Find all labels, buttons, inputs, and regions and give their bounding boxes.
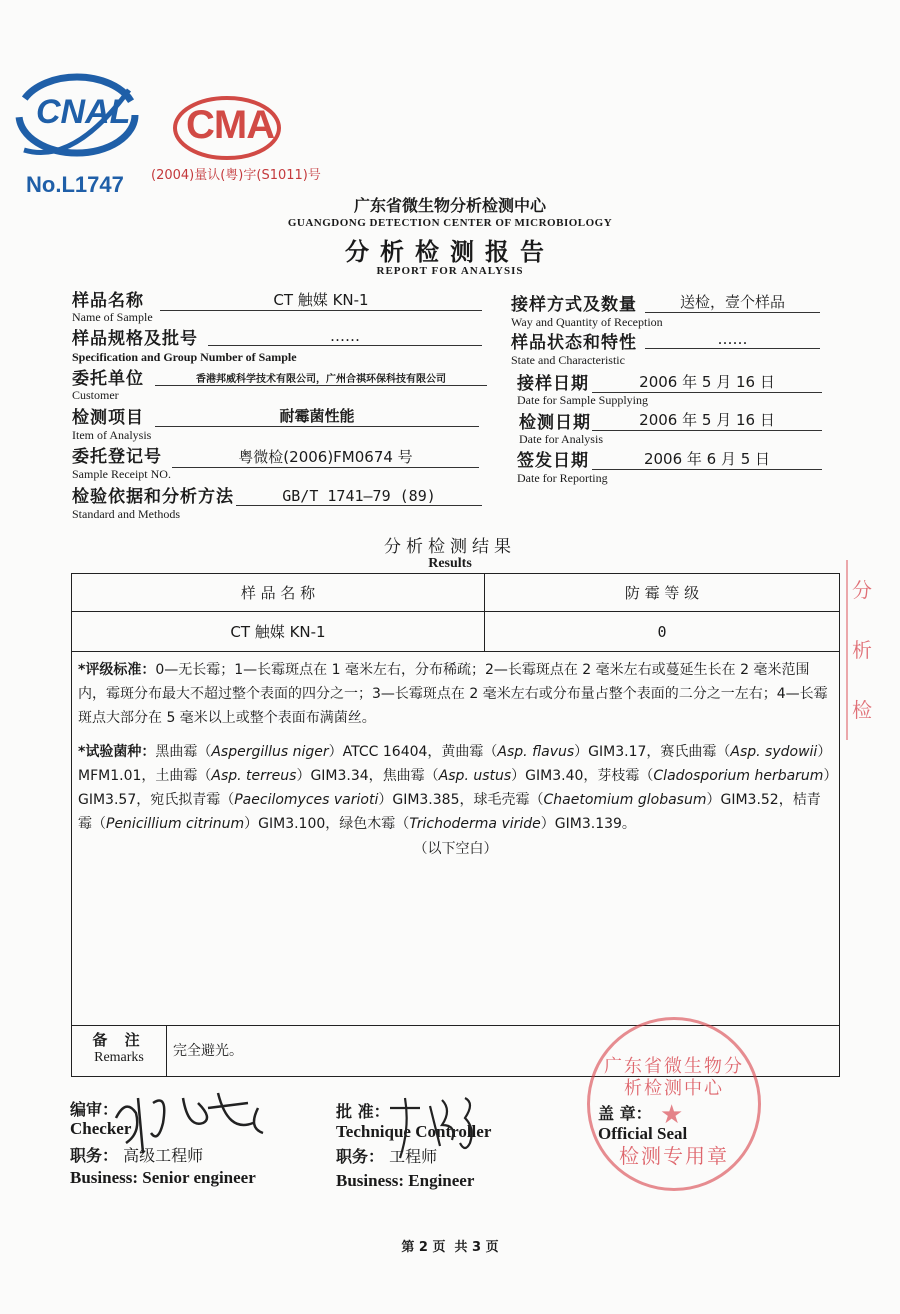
strain-code: ）GIM3.385， xyxy=(378,792,474,808)
cma-cert: (2004)量认(粤)字(S1011)号 xyxy=(151,168,321,183)
checker-business: Business: Senior engineer xyxy=(70,1168,256,1187)
checker-title-value: 高级工程师 xyxy=(123,1146,204,1165)
strain-name-latin: Aspergillus niger xyxy=(211,744,329,760)
receipt-label: 委托登记号 xyxy=(72,447,162,467)
col-header-sample: 样 品 名 称 xyxy=(72,574,485,612)
strain-item xyxy=(155,744,441,760)
strain-name-latin: Penicillium citrinum xyxy=(106,816,245,832)
controller-label-en: Technique Controller xyxy=(336,1122,492,1141)
controller-business: Business: Engineer xyxy=(336,1171,475,1190)
controller-label: 批 准： xyxy=(336,1102,390,1121)
results-title-cn: 分析检测结果 xyxy=(384,537,516,557)
customer-value: 香港邦威科学技术有限公司，广州合祺环保科技有限公司 xyxy=(155,370,487,386)
analysis-date-label: 检测日期 xyxy=(519,413,591,433)
remarks-label-cn: 备 注 xyxy=(92,1031,146,1049)
strain-name-cn: 宛氏拟青霉（ xyxy=(150,792,235,808)
results-table xyxy=(71,573,840,1077)
strain-name-latin: Trichoderma viride xyxy=(409,816,541,832)
side-stamp: 分析检 xyxy=(846,560,874,740)
rating-title: *评级标准： xyxy=(78,662,156,678)
row-sample-name: CT 触媒 KN-1 xyxy=(72,612,485,652)
remarks-label-en: Remarks xyxy=(94,1050,144,1065)
sample-name-label-en: Name of Sample xyxy=(72,310,153,324)
strain-item xyxy=(150,792,473,808)
test-strains xyxy=(78,740,833,836)
customer-label-en: Customer xyxy=(72,388,119,402)
spec-label: 样品规格及批号 xyxy=(72,329,198,349)
rating-text: 0—无长霉；1—长霉斑点在 1 毫米左右，分布稀疏；2—长霉斑点在 2 毫米左右或蔓延生长在 2 毫米范围内，霉斑分布最大不超过整个表面的四分之一；3—长霉斑点在 2 毫米左右或分布量占整个表面的二分之一左右；4—长霉斑点大部分在 5 毫米以上或整个表面布满菌丝。 xyxy=(78,662,828,726)
standard-value: GB/T 1741—79 (89) xyxy=(236,487,482,506)
strain-code: ）MFM1.01， xyxy=(78,744,832,784)
analysis-date-value: 2006 年 5 月 16 日 xyxy=(592,409,822,431)
center-name-en: GUANGDONG DETECTION CENTER OF MICROBIOLOGY xyxy=(287,217,613,229)
strain-name-latin: Asp. ustus xyxy=(438,768,512,784)
reception-value: 送检，壹个样品 xyxy=(645,291,820,313)
strain-code: ）GIM3.17， xyxy=(574,744,661,760)
strain-name-latin: Chaetomium globasum xyxy=(543,792,707,808)
results-title-en: Results xyxy=(428,556,472,571)
strain-name-latin: Asp. flavus xyxy=(497,744,575,760)
seal-stamp-sub: 检测专用章 xyxy=(619,1144,729,1168)
strains-title: *试验菌种： xyxy=(78,744,156,760)
controller-signature xyxy=(380,1088,490,1168)
controller-title-cn: 职务： xyxy=(336,1147,385,1166)
blank-note: （以下空白） xyxy=(413,841,498,857)
rating-criteria xyxy=(78,658,833,730)
remarks-label xyxy=(72,1026,167,1076)
item-label: 检测项目 xyxy=(72,408,144,428)
report-date-value: 2006 年 6 月 5 日 xyxy=(592,448,822,470)
customer-label: 委托单位 xyxy=(72,369,144,389)
row-grade: 0 xyxy=(485,612,840,652)
strain-name-cn: 球毛壳霉（ xyxy=(473,792,544,808)
strain-name-cn: 赛氏曲霉（ xyxy=(660,744,731,760)
report-date-label-en: Date for Reporting xyxy=(517,471,608,485)
page-number: 第 2 页 共 3 页 xyxy=(401,1240,499,1255)
seal-label: 盖 章： xyxy=(598,1104,652,1123)
checker-signature xyxy=(108,1078,268,1158)
strain-name-cn: 黑曲霉（ xyxy=(155,744,212,760)
checker-title-cn: 职务： xyxy=(70,1146,119,1165)
reception-label: 接样方式及数量 xyxy=(511,295,637,315)
report-title-en: REPORT FOR ANALYSIS xyxy=(376,265,524,277)
seal-stamp-text: 广东省微生物分析检测中心 xyxy=(604,1056,744,1099)
strain-item xyxy=(383,768,598,784)
strain-name-latin: Asp. terreus xyxy=(211,768,297,784)
strain-name-cn: 绿色木霉（ xyxy=(339,816,410,832)
cnal-text: CNAL xyxy=(36,93,131,131)
strain-name-latin: Cladosporium herbarum xyxy=(653,768,824,784)
strain-code: ）GIM3.57， xyxy=(78,768,831,808)
controller-title-value: 工程师 xyxy=(389,1147,438,1166)
col-header-grade: 防 霉 等 级 xyxy=(485,574,840,612)
strain-name-latin: Paecilomyces varioti xyxy=(234,792,379,808)
strain-name-latin: Asp. sydowii xyxy=(730,744,818,760)
checker-label-en: Checker xyxy=(70,1119,132,1138)
analysis-date-label-en: Date for Analysis xyxy=(519,432,603,446)
state-label-en: State and Characteristic xyxy=(511,353,625,367)
strain-code: ）GIM3.52， xyxy=(706,792,793,808)
cma-text: CMA xyxy=(186,103,275,147)
standard-label-en: Standard and Methods xyxy=(72,507,180,521)
state-value: …… xyxy=(645,330,820,349)
strain-name-cn: 桔青霉（ xyxy=(78,792,821,832)
notes-cell xyxy=(72,652,840,1026)
supply-date-label: 接样日期 xyxy=(517,374,589,394)
strain-code: ）GIM3.34， xyxy=(296,768,383,784)
sample-name-value: CT 触媒 KN-1 xyxy=(160,289,482,311)
supply-date-value: 2006 年 5 月 16 日 xyxy=(592,371,822,393)
reception-label-en: Way and Quantity of Reception xyxy=(511,315,663,329)
strain-code: ）GIM3.139。 xyxy=(540,816,636,832)
receipt-label-en: Sample Receipt NO. xyxy=(72,467,171,481)
standard-label: 检验依据和分析方法 xyxy=(72,487,234,507)
spec-value: …… xyxy=(208,327,482,346)
seal-star-icon: ★ xyxy=(660,1100,684,1130)
strain-code: ）ATCC 16404， xyxy=(328,744,442,760)
item-label-en: Item of Analysis xyxy=(72,428,152,442)
strain-item xyxy=(155,768,382,784)
center-name-cn: 广东省微生物分析检测中心 xyxy=(353,196,546,215)
strain-name-cn: 焦曲霉（ xyxy=(382,768,439,784)
strain-name-cn: 芽枝霉（ xyxy=(597,768,654,784)
strain-code: ）GIM3.40， xyxy=(511,768,598,784)
report-title-cn: 分析检测报告 xyxy=(345,238,555,266)
item-value: 耐霉菌性能 xyxy=(155,405,479,427)
official-seal-stamp xyxy=(587,1017,761,1191)
strain-item xyxy=(441,744,660,760)
seal-label-en: Official Seal xyxy=(598,1124,688,1143)
spec-label-en: Specification and Group Number of Sample xyxy=(72,350,297,364)
remarks-value: 完全避光。 xyxy=(173,1043,243,1059)
strain-name-cn: 土曲霉（ xyxy=(155,768,212,784)
receipt-value: 粤微检(2006)FM0674 号 xyxy=(172,446,479,468)
strain-item xyxy=(473,792,792,808)
state-label: 样品状态和特性 xyxy=(511,333,637,353)
sample-name-label: 样品名称 xyxy=(72,291,144,311)
strain-name-cn: 黄曲霉（ xyxy=(441,744,498,760)
strain-item xyxy=(339,816,636,832)
report-date-label: 签发日期 xyxy=(517,451,589,471)
supply-date-label-en: Date for Sample Supplying xyxy=(517,393,648,407)
cnal-number: No.L1747 xyxy=(26,172,124,197)
checker-label: 编审： xyxy=(70,1100,119,1119)
strain-code: ）GIM3.100， xyxy=(244,816,340,832)
